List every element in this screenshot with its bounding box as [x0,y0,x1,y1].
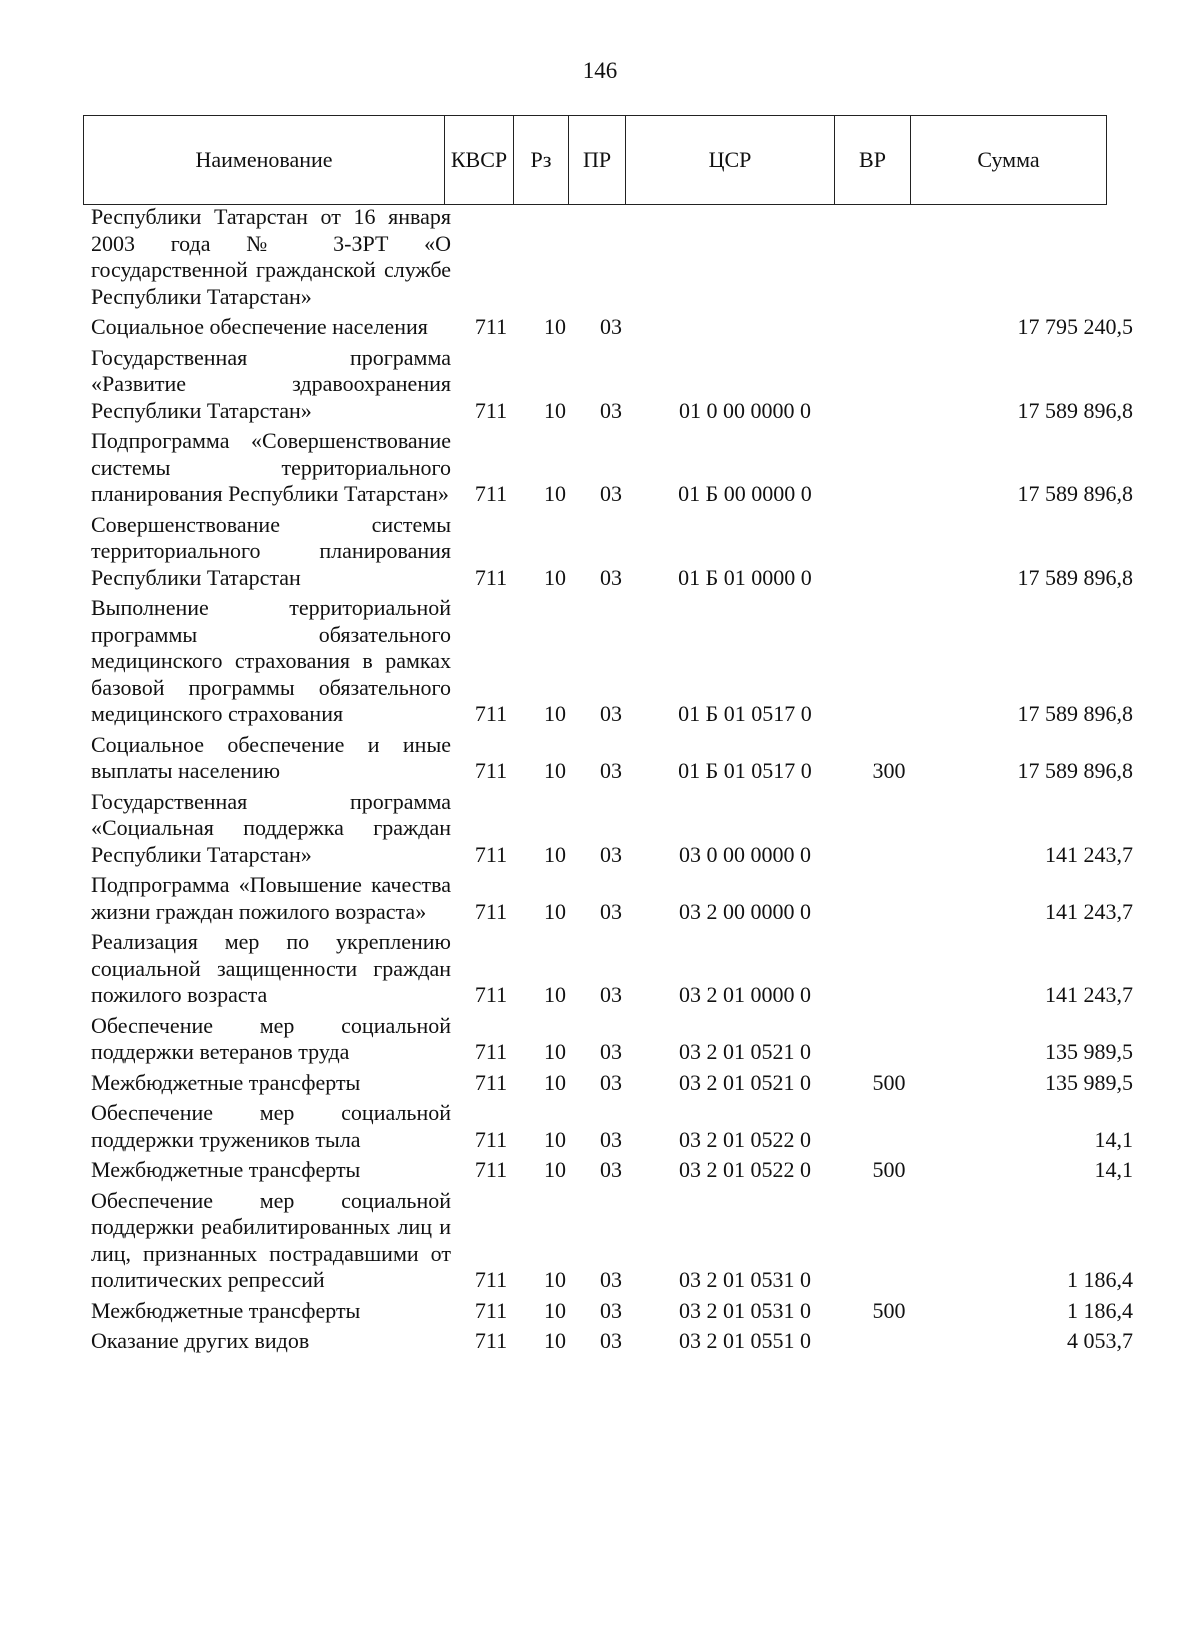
row-sum: 1 186,4 [1067,1297,1133,1323]
row-name: Межбюджетные трансферты [91,1157,361,1182]
row-sum: 14,1 [1094,1157,1133,1182]
row-pr: 03 [600,982,622,1007]
row-csr: 03 2 01 0531 0 [679,1267,811,1292]
table-row [83,1013,1140,1066]
row-kvsr: 711 [474,898,508,924]
row-pr: 03 [600,701,622,726]
row-name: Обеспечение мер социальной поддержки тружеников тыла [91,1100,451,1152]
table-row [83,1298,1140,1325]
row-pr: 03 [600,1328,622,1353]
table-row [83,1328,1140,1355]
row-csr: 03 2 01 0521 0 [679,1069,811,1095]
row-name: Государственная программа «Социальная поддержка граждан Республики Татарстан» [91,788,451,867]
header-sum: Сумма [911,116,1107,205]
row-rz: 10 [544,898,566,924]
table-row [83,929,1140,1009]
row-pr: 03 [600,314,622,339]
row-pr: 03 [600,841,622,867]
row-name: Реализация мер по укреплению социальной защищенности граждан пожилого возраста [91,929,451,1007]
table-row [83,1070,1140,1097]
row-kvsr: 711 [474,841,508,867]
row-csr: 03 0 00 0000 0 [679,841,811,867]
row-rz: 10 [544,1297,566,1323]
row-kvsr: 711 [474,481,508,506]
row-pr: 03 [600,1126,622,1152]
row-name: Подпрограмма «Повышение качества жизни граждан пожилого возраста» [91,872,451,924]
row-csr: 03 2 01 0531 0 [679,1297,811,1323]
row-pr: 03 [600,758,622,783]
row-name: Государственная программа «Развитие здравоохранения Республики Татарстан» [91,344,451,423]
row-pr: 03 [600,481,622,506]
header-vr: ВР [835,116,911,205]
table-row [83,1100,1140,1153]
row-csr: 01 Б 01 0000 0 [678,564,812,590]
row-vr: 500 [872,1157,906,1182]
row-sum: 135 989,5 [1045,1039,1133,1064]
table-row [83,204,1140,310]
row-name: Оказание других видов [91,1328,310,1353]
row-csr: 03 2 00 0000 0 [679,898,811,924]
row-rz: 10 [544,758,566,783]
table-row [83,1157,1140,1184]
row-name: Социальное обеспечение и иные выплаты населению [91,731,451,783]
row-vr: 300 [872,758,906,783]
header-pr: ПР [569,116,626,205]
row-rz: 10 [544,1328,566,1353]
row-csr: 03 2 01 0551 0 [679,1328,811,1353]
row-sum: 17 589 896,8 [1017,481,1133,506]
row-rz: 10 [544,314,566,339]
table-body [83,204,1140,1359]
table-row [83,512,1140,592]
row-kvsr: 711 [474,1157,508,1182]
row-sum: 1 186,4 [1067,1267,1133,1292]
row-pr: 03 [600,1157,622,1182]
row-sum: 17 589 896,8 [1017,758,1133,783]
row-kvsr: 711 [474,1039,508,1064]
row-name: Социальное обеспечение населения [91,314,428,339]
header-rz: Рз [514,116,569,205]
row-sum: 17 589 896,8 [1017,564,1133,590]
row-csr: 01 Б 01 0517 0 [678,758,812,783]
row-rz: 10 [544,982,566,1007]
row-pr: 03 [600,898,622,924]
row-pr: 03 [600,1267,622,1292]
row-kvsr: 711 [474,1328,508,1353]
row-sum: 4 053,7 [1067,1328,1133,1353]
row-csr: 01 0 00 0000 0 [679,397,811,423]
table-header [83,115,1107,205]
header-name: Наименование [84,116,445,205]
row-rz: 10 [544,564,566,590]
row-kvsr: 711 [474,397,508,423]
row-csr: 03 2 01 0000 0 [679,982,811,1007]
table-row [83,595,1140,728]
row-sum: 17 795 240,5 [1017,314,1133,339]
row-rz: 10 [544,1157,566,1182]
table-row [83,345,1140,425]
row-sum: 141 243,7 [1045,982,1133,1007]
row-kvsr: 711 [474,314,508,339]
row-rz: 10 [544,481,566,506]
page-number: 146 [582,58,618,83]
row-pr: 03 [600,564,622,590]
table-row [83,872,1140,925]
row-csr: 03 2 01 0522 0 [679,1126,811,1152]
row-csr: 03 2 01 0521 0 [679,1039,811,1064]
row-vr: 500 [872,1069,906,1095]
row-rz: 10 [544,1069,566,1095]
row-rz: 10 [544,1039,566,1064]
row-rz: 10 [544,841,566,867]
row-rz: 10 [544,701,566,726]
row-kvsr: 711 [474,1126,508,1152]
row-pr: 03 [600,1039,622,1064]
row-sum: 135 989,5 [1045,1069,1133,1095]
header-kvsr: КВСР [445,116,514,205]
row-csr: 01 Б 01 0517 0 [678,701,812,726]
row-pr: 03 [600,397,622,423]
table-row [83,732,1140,785]
row-name: Республики Татарстан от 16 января 2003 года № 3-ЗРТ «О государственной гражданской службе Республики Татарстан» [91,204,451,309]
row-sum: 17 589 896,8 [1017,397,1133,423]
row-vr: 500 [872,1297,906,1323]
row-kvsr: 711 [474,758,508,783]
table-row [83,789,1140,869]
row-sum: 17 589 896,8 [1017,701,1133,726]
table-row [83,428,1140,508]
table-row [83,314,1140,341]
row-name: Обеспечение мер социальной поддержки реабилитированных лиц и лиц, признанных пострадавшими от политических репрессий [91,1187,451,1292]
row-kvsr: 711 [474,1297,508,1323]
row-kvsr: 711 [474,701,508,726]
row-pr: 03 [600,1069,622,1095]
row-name: Подпрограмма «Совершенствование системы территориального планирования Республики Татарстан» [91,428,451,506]
row-name: Совершенствование системы территориального планирования Республики Татарстан [91,511,451,590]
row-sum: 141 243,7 [1045,898,1133,924]
row-name: Межбюджетные трансферты [91,1297,361,1323]
row-name: Обеспечение мер социальной поддержки ветеранов труда [91,1012,451,1064]
row-kvsr: 711 [474,564,508,590]
row-pr: 03 [600,1297,622,1323]
row-kvsr: 711 [474,1069,508,1095]
row-rz: 10 [544,1267,566,1292]
row-rz: 10 [544,397,566,423]
row-csr: 01 Б 00 0000 0 [678,481,812,506]
table-row [83,1188,1140,1294]
row-kvsr: 711 [474,982,508,1007]
row-name: Межбюджетные трансферты [91,1069,361,1095]
row-csr: 03 2 01 0522 0 [679,1157,811,1182]
row-name: Выполнение территориальной программы обязательного медицинского страхования в рамках базовой программы обязательного медицинского страхования [91,595,451,726]
row-sum: 141 243,7 [1045,841,1133,867]
row-kvsr: 711 [474,1267,508,1292]
row-rz: 10 [544,1126,566,1152]
row-sum: 14,1 [1094,1126,1133,1152]
header-csr: ЦСР [626,116,835,205]
